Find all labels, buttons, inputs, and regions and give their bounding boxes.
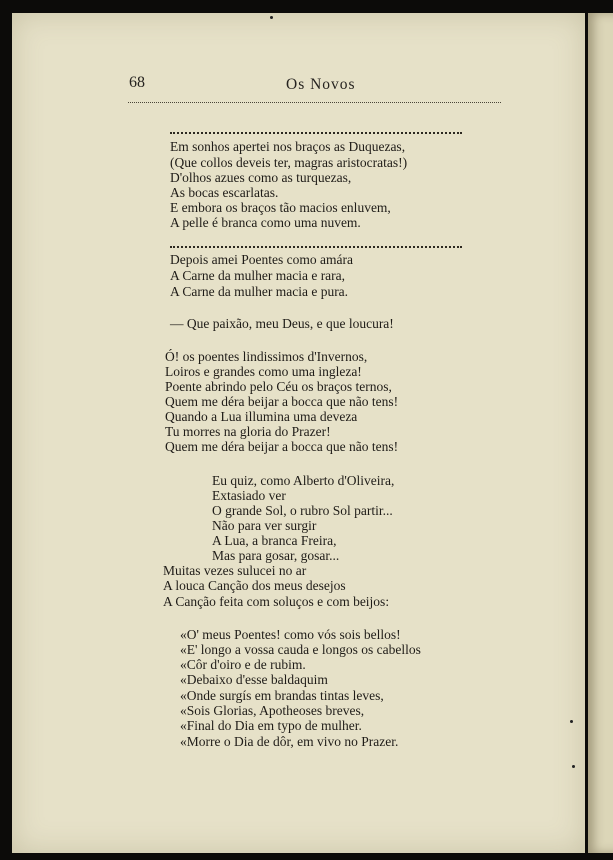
poem-line: Em sonhos apertei nos braços as Duquezas,	[170, 139, 406, 154]
poem-line: A pelle é branca como uma nuvem.	[170, 215, 361, 230]
ink-speck	[572, 765, 575, 768]
poem-line: «Onde surgís em brandas tintas leves,	[180, 688, 384, 703]
poem-line: O grande Sol, o rubro Sol partir...	[212, 503, 393, 518]
poem-line: Ó! os poentes lindissimos d'Invernos,	[165, 349, 368, 364]
poem-line: Mas para gosar, gosar...	[212, 548, 340, 563]
poem-line: «O' meus Poentes! como vós sois bellos!	[180, 627, 401, 642]
poem-line: «Morre o Dia de dôr, em vivo no Prazer.	[180, 734, 399, 749]
header-rule	[128, 102, 501, 103]
poem-line: Eu quiz, como Alberto d'Oliveira,	[212, 473, 395, 488]
poem-line: «Sois Glorias, Apotheoses breves,	[180, 703, 365, 718]
poem-line: Quando a Lua illumina uma deveza	[165, 409, 358, 424]
poem-line: (Que collos deveis ter, magras aristocratas!)	[170, 155, 408, 170]
poem-line: Extasiado ver	[212, 488, 286, 503]
poem-line: «E' longo a vossa cauda e longos os cabellos	[180, 642, 421, 657]
ink-speck	[570, 720, 573, 723]
ink-speck	[270, 16, 273, 19]
stanza-separator	[170, 132, 462, 134]
poem-line: D'olhos azues como as turquezas,	[170, 170, 352, 185]
poem-line: Poente abrindo pelo Céu os braços ternos,	[165, 379, 392, 394]
poem-line: A Carne da mulher macia e pura.	[170, 284, 349, 299]
poem-line: A Canção feita com soluços e com beijos:	[163, 594, 390, 609]
poem-line: «Final do Dia em typo de mulher.	[180, 718, 362, 733]
poem-line: A Carne da mulher macia e rara,	[170, 268, 346, 283]
poem-line: Muitas vezes sulucei no ar	[163, 563, 307, 578]
poem-line: — Que paixão, meu Deus, e que loucura!	[170, 316, 394, 331]
poem-line: As bocas escarlatas.	[170, 185, 279, 200]
poem-line: «Debaixo d'esse baldaquim	[180, 672, 328, 687]
running-title: Os Novos	[286, 76, 356, 93]
poem-line: Quem me déra beijar a bocca que não tens!	[165, 394, 399, 409]
poem-line: E embora os braços tão macios enluvem,	[170, 200, 391, 215]
page-number: 68	[129, 74, 145, 91]
poem-line: Loiros e grandes como uma ingleza!	[165, 364, 362, 379]
poem-line: Tu morres na gloria do Prazer!	[165, 424, 331, 439]
poem-line: A louca Canção dos meus desejos	[163, 578, 346, 593]
facing-page-edge	[588, 13, 613, 853]
stanza-separator	[170, 246, 462, 248]
poem-line: Quem me déra beijar a bocca que não tens!	[165, 439, 399, 454]
poem-line: A Lua, a branca Freira,	[212, 533, 337, 548]
poem-line: Depois amei Poentes como amára	[170, 252, 353, 267]
poem-line: Não para ver surgir	[212, 518, 317, 533]
poem-line: «Côr d'oiro e de rubim.	[180, 657, 306, 672]
